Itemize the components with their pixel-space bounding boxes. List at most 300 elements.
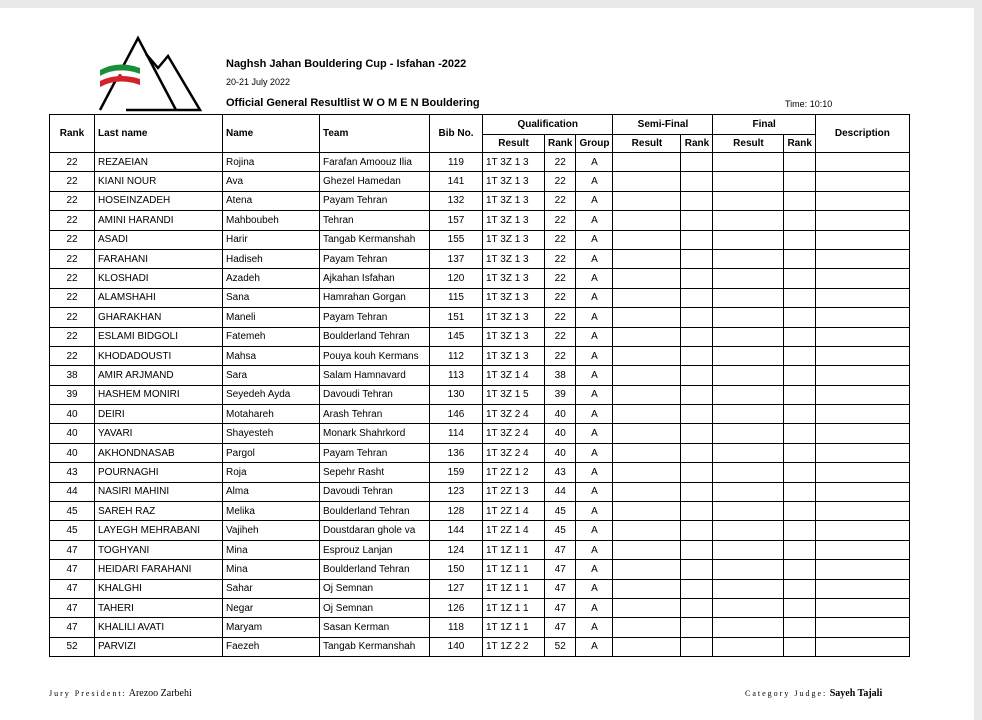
cell-team: Pouya kouh Kermans [320, 346, 430, 365]
cell-qual-result: 1T 1Z 1 1 [483, 598, 545, 617]
cell-qual-rank: 22 [545, 249, 576, 268]
cell-qual-rank: 47 [545, 618, 576, 637]
cell-final-rank [784, 191, 815, 210]
cell-name: Sara [223, 366, 320, 385]
cell-final-result [713, 579, 784, 598]
cell-semi-rank [681, 230, 713, 249]
cell-last-name: PARVIZI [95, 637, 223, 656]
cell-semi-result [613, 346, 681, 365]
cell-bib: 140 [430, 637, 483, 656]
cell-qual-rank: 47 [545, 579, 576, 598]
cell-rank: 52 [50, 637, 95, 656]
cell-rank: 22 [50, 230, 95, 249]
cell-semi-result [613, 211, 681, 230]
cell-qual-group: A [576, 153, 613, 172]
cell-last-name: TAHERI [95, 598, 223, 617]
cell-description [815, 540, 909, 559]
cell-rank: 43 [50, 463, 95, 482]
col-final-rank: Rank [784, 135, 815, 153]
results-body [50, 153, 910, 657]
cell-team: Boulderland Tehran [320, 327, 430, 346]
col-semi-result: Result [613, 135, 681, 153]
cell-final-result [713, 443, 784, 462]
cell-last-name: LAYEGH MEHRABANI [95, 521, 223, 540]
cell-semi-result [613, 366, 681, 385]
cell-final-rank [784, 211, 815, 230]
table-row [50, 191, 910, 210]
cell-qual-result: 1T 2Z 1 4 [483, 521, 545, 540]
cell-qual-result: 1T 3Z 1 3 [483, 288, 545, 307]
cell-bib: 123 [430, 482, 483, 501]
cell-qual-group: A [576, 288, 613, 307]
cell-semi-rank [681, 308, 713, 327]
cell-last-name: TOGHYANI [95, 540, 223, 559]
cell-last-name: HOSEINZADEH [95, 191, 223, 210]
cell-description [815, 366, 909, 385]
cell-semi-rank [681, 288, 713, 307]
cell-name: Negar [223, 598, 320, 617]
cell-qual-group: A [576, 366, 613, 385]
cell-qual-rank: 38 [545, 366, 576, 385]
table-row [50, 211, 910, 230]
table-row [50, 288, 910, 307]
cell-semi-result [613, 327, 681, 346]
cell-name: Melika [223, 502, 320, 521]
cell-description [815, 249, 909, 268]
event-dates: 20-21 July 2022 [226, 77, 291, 87]
cell-description [815, 191, 909, 210]
judge-name: Sayeh Tajali [829, 688, 883, 699]
cell-bib: 126 [430, 598, 483, 617]
cell-team: Esprouz Lanjan [320, 540, 430, 559]
col-last-name: Last name [95, 115, 223, 153]
cell-qual-rank: 22 [545, 211, 576, 230]
cell-qual-group: A [576, 230, 613, 249]
cell-semi-rank [681, 502, 713, 521]
cell-rank: 22 [50, 327, 95, 346]
cell-bib: 127 [430, 579, 483, 598]
cell-description [815, 172, 909, 191]
cell-qual-result: 1T 3Z 1 5 [483, 385, 545, 404]
cell-name: Sana [223, 288, 320, 307]
table-row [50, 385, 910, 404]
cell-final-rank [784, 463, 815, 482]
jury-president [49, 688, 192, 699]
cell-name: Ava [223, 172, 320, 191]
cell-qual-rank: 22 [545, 153, 576, 172]
cell-description [815, 443, 909, 462]
viewer-scrollbar[interactable] [974, 0, 982, 720]
cell-team: Payam Tehran [320, 191, 430, 210]
cell-name: Maryam [223, 618, 320, 637]
col-qual-group: Group [576, 135, 613, 153]
cell-rank: 22 [50, 191, 95, 210]
cell-last-name: DEIRI [95, 405, 223, 424]
cell-semi-result [613, 463, 681, 482]
cell-final-rank [784, 327, 815, 346]
cell-name: Roja [223, 463, 320, 482]
cell-qual-rank: 40 [545, 443, 576, 462]
cell-final-rank [784, 230, 815, 249]
cell-qual-rank: 47 [545, 598, 576, 617]
cell-bib: 137 [430, 249, 483, 268]
cell-final-rank [784, 366, 815, 385]
cell-rank: 47 [50, 560, 95, 579]
cell-description [815, 598, 909, 617]
cell-qual-group: A [576, 385, 613, 404]
cell-semi-result [613, 560, 681, 579]
cell-last-name: FARAHANI [95, 249, 223, 268]
cell-bib: 119 [430, 153, 483, 172]
cell-semi-result [613, 172, 681, 191]
cell-qual-rank: 22 [545, 230, 576, 249]
cell-qual-group: A [576, 327, 613, 346]
cell-description [815, 269, 909, 288]
cell-qual-group: A [576, 598, 613, 617]
cell-semi-result [613, 230, 681, 249]
cell-semi-rank [681, 249, 713, 268]
cell-description [815, 385, 909, 404]
cell-rank: 47 [50, 579, 95, 598]
cell-qual-result: 1T 3Z 1 3 [483, 172, 545, 191]
cell-semi-rank [681, 540, 713, 559]
cell-bib: 113 [430, 366, 483, 385]
cell-final-rank [784, 288, 815, 307]
cell-bib: 114 [430, 424, 483, 443]
cell-rank: 22 [50, 308, 95, 327]
cell-bib: 120 [430, 269, 483, 288]
cell-semi-result [613, 249, 681, 268]
cell-last-name: AKHONDNASAB [95, 443, 223, 462]
cell-final-result [713, 346, 784, 365]
cell-last-name: HASHEM MONIRI [95, 385, 223, 404]
table-row [50, 637, 910, 656]
cell-qual-result: 1T 1Z 1 1 [483, 579, 545, 598]
table-row [50, 172, 910, 191]
cell-last-name: KHALILI AVATI [95, 618, 223, 637]
cell-bib: 144 [430, 521, 483, 540]
cell-qual-group: A [576, 560, 613, 579]
cell-qual-group: A [576, 405, 613, 424]
cell-last-name: ALAMSHAHI [95, 288, 223, 307]
cell-qual-result: 1T 1Z 1 1 [483, 560, 545, 579]
page-subtitle: Official General Resultlist W O M E N Bouldering [226, 97, 480, 109]
cell-qual-result: 1T 2Z 1 4 [483, 502, 545, 521]
cell-name: Mahboubeh [223, 211, 320, 230]
cell-description [815, 637, 909, 656]
cell-final-result [713, 540, 784, 559]
cell-qual-rank: 43 [545, 463, 576, 482]
cell-final-result [713, 153, 784, 172]
cell-final-result [713, 463, 784, 482]
cell-rank: 44 [50, 482, 95, 501]
cell-name: Mina [223, 540, 320, 559]
page-title: Naghsh Jahan Bouldering Cup - Isfahan -2022 [226, 58, 467, 70]
cell-final-result [713, 637, 784, 656]
cell-description [815, 308, 909, 327]
cell-qual-group: A [576, 482, 613, 501]
col-final: Final [713, 115, 815, 135]
cell-semi-result [613, 405, 681, 424]
cell-final-rank [784, 153, 815, 172]
cell-bib: 159 [430, 463, 483, 482]
mountain-flag-logo-icon [96, 34, 202, 114]
cell-rank: 22 [50, 346, 95, 365]
cell-bib: 128 [430, 502, 483, 521]
col-final-result: Result [713, 135, 784, 153]
cell-last-name: ASADI [95, 230, 223, 249]
cell-name: Pargol [223, 443, 320, 462]
table-row [50, 521, 910, 540]
cell-last-name: SAREH RAZ [95, 502, 223, 521]
cell-qual-rank: 40 [545, 405, 576, 424]
table-row [50, 346, 910, 365]
cell-qual-result: 1T 3Z 1 3 [483, 211, 545, 230]
table-row [50, 153, 910, 172]
cell-name: Azadeh [223, 269, 320, 288]
table-row [50, 502, 910, 521]
cell-final-result [713, 560, 784, 579]
table-row [50, 366, 910, 385]
cell-final-rank [784, 346, 815, 365]
cell-name: Alma [223, 482, 320, 501]
cell-qual-group: A [576, 249, 613, 268]
cell-name: Shayesteh [223, 424, 320, 443]
cell-semi-rank [681, 521, 713, 540]
cell-final-rank [784, 598, 815, 617]
cell-semi-result [613, 482, 681, 501]
cell-last-name: KHALGHI [95, 579, 223, 598]
cell-qual-group: A [576, 172, 613, 191]
cell-last-name: NASIRI MAHINI [95, 482, 223, 501]
cell-final-result [713, 424, 784, 443]
cell-semi-rank [681, 385, 713, 404]
cell-semi-result [613, 540, 681, 559]
cell-rank: 40 [50, 405, 95, 424]
cell-name: Vajiheh [223, 521, 320, 540]
cell-qual-result: 1T 2Z 1 2 [483, 463, 545, 482]
cell-final-result [713, 385, 784, 404]
cell-qual-rank: 22 [545, 191, 576, 210]
cell-qual-rank: 39 [545, 385, 576, 404]
cell-final-result [713, 211, 784, 230]
cell-last-name: KHODADOUSTI [95, 346, 223, 365]
cell-qual-group: A [576, 211, 613, 230]
cell-semi-rank [681, 366, 713, 385]
jury-label: Jury President: [49, 689, 127, 698]
cell-bib: 150 [430, 560, 483, 579]
cell-qual-rank: 47 [545, 560, 576, 579]
cell-team: Payam Tehran [320, 249, 430, 268]
cell-description [815, 424, 909, 443]
cell-rank: 39 [50, 385, 95, 404]
cell-last-name: AMIR ARJMAND [95, 366, 223, 385]
col-bib: Bib No. [430, 115, 483, 153]
cell-bib: 115 [430, 288, 483, 307]
time-stamp [785, 99, 832, 109]
cell-qual-rank: 44 [545, 482, 576, 501]
cell-bib: 157 [430, 211, 483, 230]
cell-rank: 22 [50, 172, 95, 191]
cell-last-name: ESLAMI BIDGOLI [95, 327, 223, 346]
cell-qual-rank: 22 [545, 288, 576, 307]
table-row [50, 482, 910, 501]
cell-name: Mahsa [223, 346, 320, 365]
cell-rank: 45 [50, 521, 95, 540]
cell-last-name: REZAEIAN [95, 153, 223, 172]
cell-final-result [713, 308, 784, 327]
cell-final-rank [784, 521, 815, 540]
cell-semi-rank [681, 463, 713, 482]
col-description: Description [815, 115, 909, 153]
cell-rank: 47 [50, 598, 95, 617]
cell-final-result [713, 521, 784, 540]
cell-name: Hadiseh [223, 249, 320, 268]
cell-semi-rank [681, 211, 713, 230]
cell-name: Seyedeh Ayda [223, 385, 320, 404]
cell-qual-group: A [576, 463, 613, 482]
cell-bib: 141 [430, 172, 483, 191]
cell-bib: 124 [430, 540, 483, 559]
col-name: Name [223, 115, 320, 153]
cell-description [815, 579, 909, 598]
cell-team: Hamrahan Gorgan [320, 288, 430, 307]
cell-final-rank [784, 482, 815, 501]
cell-semi-result [613, 502, 681, 521]
cell-qual-result: 1T 3Z 2 4 [483, 405, 545, 424]
cell-semi-result [613, 443, 681, 462]
cell-final-result [713, 249, 784, 268]
cell-description [815, 502, 909, 521]
cell-semi-rank [681, 153, 713, 172]
cell-final-rank [784, 579, 815, 598]
cell-qual-result: 1T 3Z 1 3 [483, 308, 545, 327]
cell-qual-group: A [576, 269, 613, 288]
table-row [50, 308, 910, 327]
cell-final-result [713, 191, 784, 210]
cell-semi-result [613, 191, 681, 210]
cell-final-rank [784, 424, 815, 443]
cell-final-rank [784, 405, 815, 424]
cell-final-rank [784, 172, 815, 191]
cell-semi-result [613, 308, 681, 327]
category-judge [745, 688, 882, 699]
cell-rank: 22 [50, 249, 95, 268]
judge-label: Category Judge: [745, 689, 828, 698]
cell-qual-group: A [576, 637, 613, 656]
cell-qual-group: A [576, 191, 613, 210]
cell-final-rank [784, 443, 815, 462]
results-table [49, 114, 910, 657]
cell-last-name: KLOSHADI [95, 269, 223, 288]
cell-team: Davoudi Tehran [320, 385, 430, 404]
col-semi-rank: Rank [681, 135, 713, 153]
jury-name: Arezoo Zarbehi [128, 688, 192, 699]
cell-final-result [713, 598, 784, 617]
table-row [50, 405, 910, 424]
cell-name: Motahareh [223, 405, 320, 424]
cell-semi-rank [681, 598, 713, 617]
cell-rank: 22 [50, 269, 95, 288]
cell-team: Ghezel Hamedan [320, 172, 430, 191]
cell-team: Monark Shahrkord [320, 424, 430, 443]
cell-qual-rank: 22 [545, 172, 576, 191]
cell-team: Ajkahan Isfahan [320, 269, 430, 288]
cell-name: Rojina [223, 153, 320, 172]
cell-qual-result: 1T 3Z 1 3 [483, 191, 545, 210]
cell-rank: 22 [50, 288, 95, 307]
cell-qual-group: A [576, 502, 613, 521]
cell-qual-rank: 40 [545, 424, 576, 443]
cell-qual-result: 1T 3Z 2 4 [483, 424, 545, 443]
cell-last-name: GHARAKHAN [95, 308, 223, 327]
cell-final-result [713, 172, 784, 191]
cell-last-name: AMINI HARANDI [95, 211, 223, 230]
cell-name: Faezeh [223, 637, 320, 656]
cell-rank: 40 [50, 424, 95, 443]
cell-description [815, 405, 909, 424]
cell-qual-result: 1T 3Z 2 4 [483, 443, 545, 462]
table-row [50, 424, 910, 443]
cell-final-result [713, 288, 784, 307]
cell-qual-rank: 22 [545, 269, 576, 288]
cell-qual-result: 1T 1Z 1 1 [483, 540, 545, 559]
cell-description [815, 288, 909, 307]
cell-semi-result [613, 424, 681, 443]
cell-qual-result: 1T 3Z 1 3 [483, 346, 545, 365]
cell-final-rank [784, 385, 815, 404]
cell-qual-result: 1T 1Z 2 2 [483, 637, 545, 656]
cell-description [815, 230, 909, 249]
cell-qual-result: 1T 3Z 1 3 [483, 153, 545, 172]
col-rank: Rank [50, 115, 95, 153]
cell-rank: 22 [50, 153, 95, 172]
table-row [50, 540, 910, 559]
cell-team: Oj Semnan [320, 598, 430, 617]
cell-final-rank [784, 560, 815, 579]
cell-rank: 47 [50, 540, 95, 559]
cell-team: Sasan Kerman [320, 618, 430, 637]
cell-bib: 118 [430, 618, 483, 637]
cell-final-result [713, 482, 784, 501]
cell-final-rank [784, 308, 815, 327]
table-row [50, 443, 910, 462]
cell-semi-result [613, 637, 681, 656]
cell-semi-result [613, 521, 681, 540]
col-team: Team [320, 115, 430, 153]
table-row [50, 230, 910, 249]
cell-bib: 155 [430, 230, 483, 249]
cell-semi-result [613, 269, 681, 288]
cell-bib: 151 [430, 308, 483, 327]
cell-qual-result: 1T 2Z 1 3 [483, 482, 545, 501]
cell-qual-result: 1T 3Z 1 3 [483, 249, 545, 268]
cell-final-result [713, 230, 784, 249]
cell-team: Tehran [320, 211, 430, 230]
cell-final-result [713, 502, 784, 521]
cell-qual-group: A [576, 346, 613, 365]
table-row [50, 327, 910, 346]
cell-semi-rank [681, 618, 713, 637]
cell-team: Salam Hamnavard [320, 366, 430, 385]
time-value: 10:10 [809, 99, 833, 109]
cell-team: Boulderland Tehran [320, 560, 430, 579]
cell-team: Oj Semnan [320, 579, 430, 598]
cell-semi-rank [681, 269, 713, 288]
table-row [50, 579, 910, 598]
cell-rank: 47 [50, 618, 95, 637]
cell-bib: 136 [430, 443, 483, 462]
